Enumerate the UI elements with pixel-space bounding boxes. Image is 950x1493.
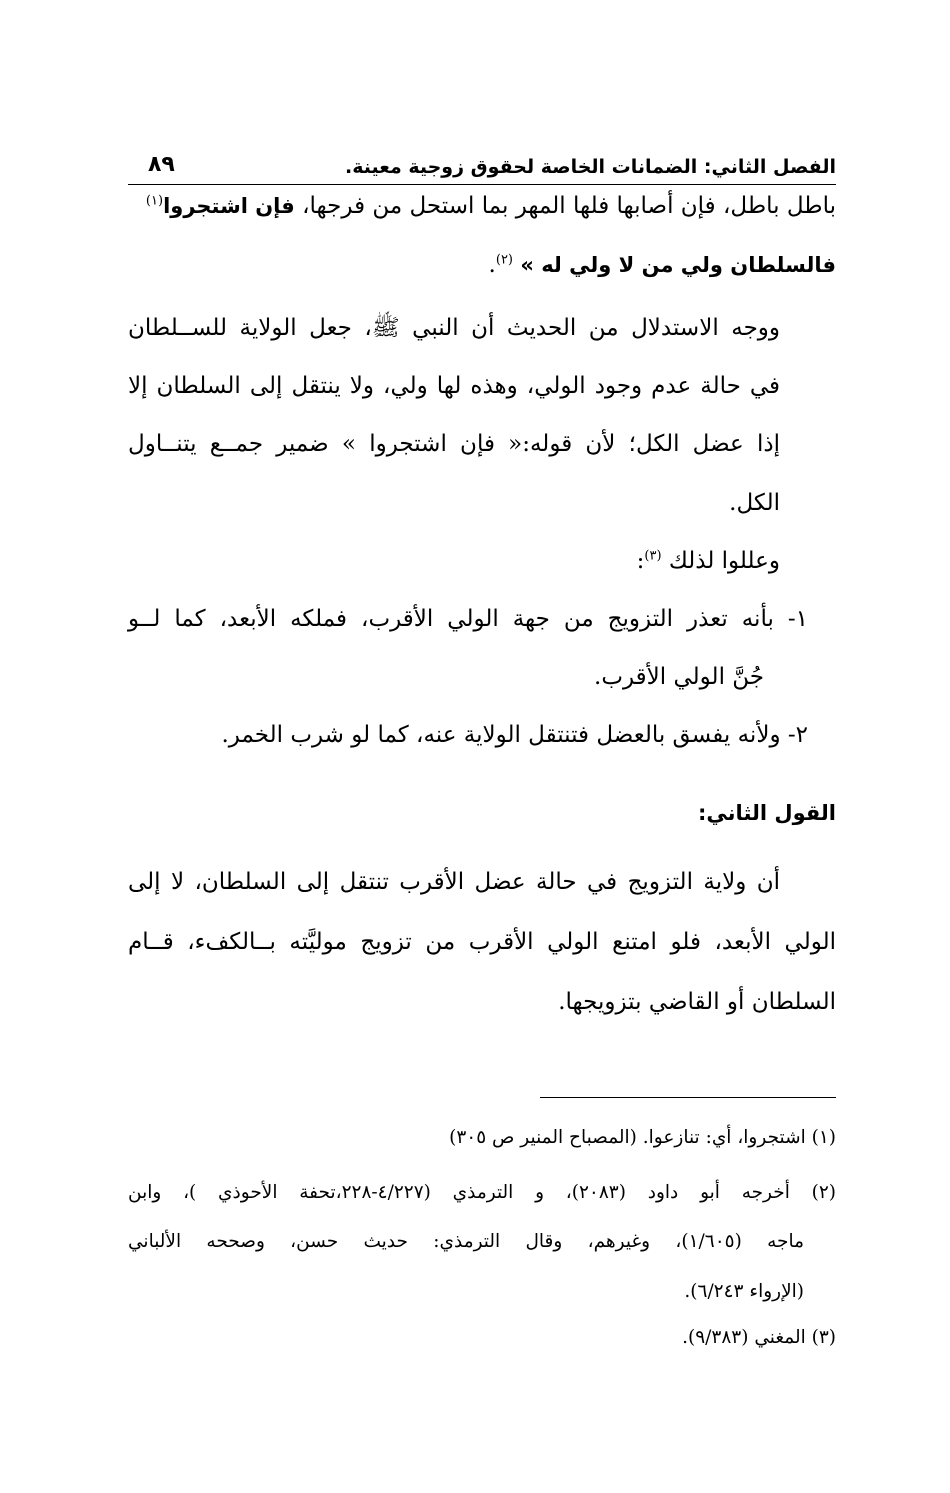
text-line-7 xyxy=(128,548,780,576)
heading-text: القول الثاني: xyxy=(698,801,836,825)
footnote-ref-1[interactable]: (١) xyxy=(145,193,164,209)
section-heading xyxy=(128,800,836,828)
footnote-ref-2[interactable]: (٢) xyxy=(495,252,513,268)
list-item-2: ٢- ولأنه يفسق بالعضل فتنتقل الولاية عنه، كما لو شرب الخمر. xyxy=(221,722,808,748)
text-line-6: الكل. xyxy=(729,490,780,516)
text-line-13: السلطان أو القاضي بتزويجها. xyxy=(558,989,836,1015)
page-header xyxy=(128,150,836,185)
text-line-11: أن ولاية التزويج في حالة عضل الأقرب تنتقل إلى السلطان، لا إلى xyxy=(128,869,780,895)
line-1-bold: فإن اشتجروا xyxy=(163,194,295,218)
text-line-1 xyxy=(128,193,836,221)
list-item-1: ١- بأنه تعذر التزويج من جهة الولي الأقرب، فملكه الأبعد، كما لــو xyxy=(128,606,808,632)
footnote-2-line-3: (الإرواء ٦/٢٤٣). xyxy=(684,1281,804,1302)
line-1-text: باطل باطل، فإن أصابها فلها المهر بما استحل من فرجها، xyxy=(294,193,836,219)
text-line-2 xyxy=(128,252,836,280)
footnote-ref-3[interactable]: (٣) xyxy=(644,548,662,564)
page-number: ٨٩ xyxy=(148,152,175,177)
line-7-text: وعللوا لذلك xyxy=(661,548,780,574)
footnote-separator xyxy=(540,1097,836,1098)
text-line-5: إذا عضل الكل؛ لأن قوله:« فإن اشتجروا » ضمير جمــع يتنــاول xyxy=(128,431,781,457)
text-line-12: الولي الأبعد، فلو امتنع الولي الأقرب من تزويج موليَّته بــالكفء، قــام xyxy=(128,929,836,955)
footnote-1: (١) اشتجروا، أي: تنازعوا. (المصباح المنير ص ٣٠٥) xyxy=(449,1127,836,1148)
footnote-2-line-1: (٢) أخرجه أبو داود (٢٠٨٣)، و الترمذي (٤/٢٢٧-٢٢٨،تحفة الأحوذي )، وابن xyxy=(128,1182,836,1203)
line-2-end: . xyxy=(488,252,496,278)
text-line-3: ووجه الاستدلال من الحديث أن النبي ﷺ، جعل الولاية للســلطان xyxy=(128,315,780,341)
chapter-title: الفصل الثاني: الضمانات الخاصة لحقوق زوجية معينة. xyxy=(344,156,836,178)
line-2-bold: فالسلطان ولي من لا ولي له » xyxy=(520,253,836,277)
footnote-3: (٣) المغني (٩/٣٨٣). xyxy=(682,1327,836,1348)
line-7-end: : xyxy=(636,548,645,574)
footnote-2-line-2: ماجه (١/٦٠٥)، وغيرهم، وقال الترمذي: حديث حسن، وصححه الألباني xyxy=(128,1231,805,1252)
list-item-1-cont: جُنَّ الولي الأقرب. xyxy=(594,664,764,690)
text-line-4: في حالة عدم وجود الولي، وهذه لها ولي، ولا ينتقل إلى السلطان إلا xyxy=(128,373,780,399)
